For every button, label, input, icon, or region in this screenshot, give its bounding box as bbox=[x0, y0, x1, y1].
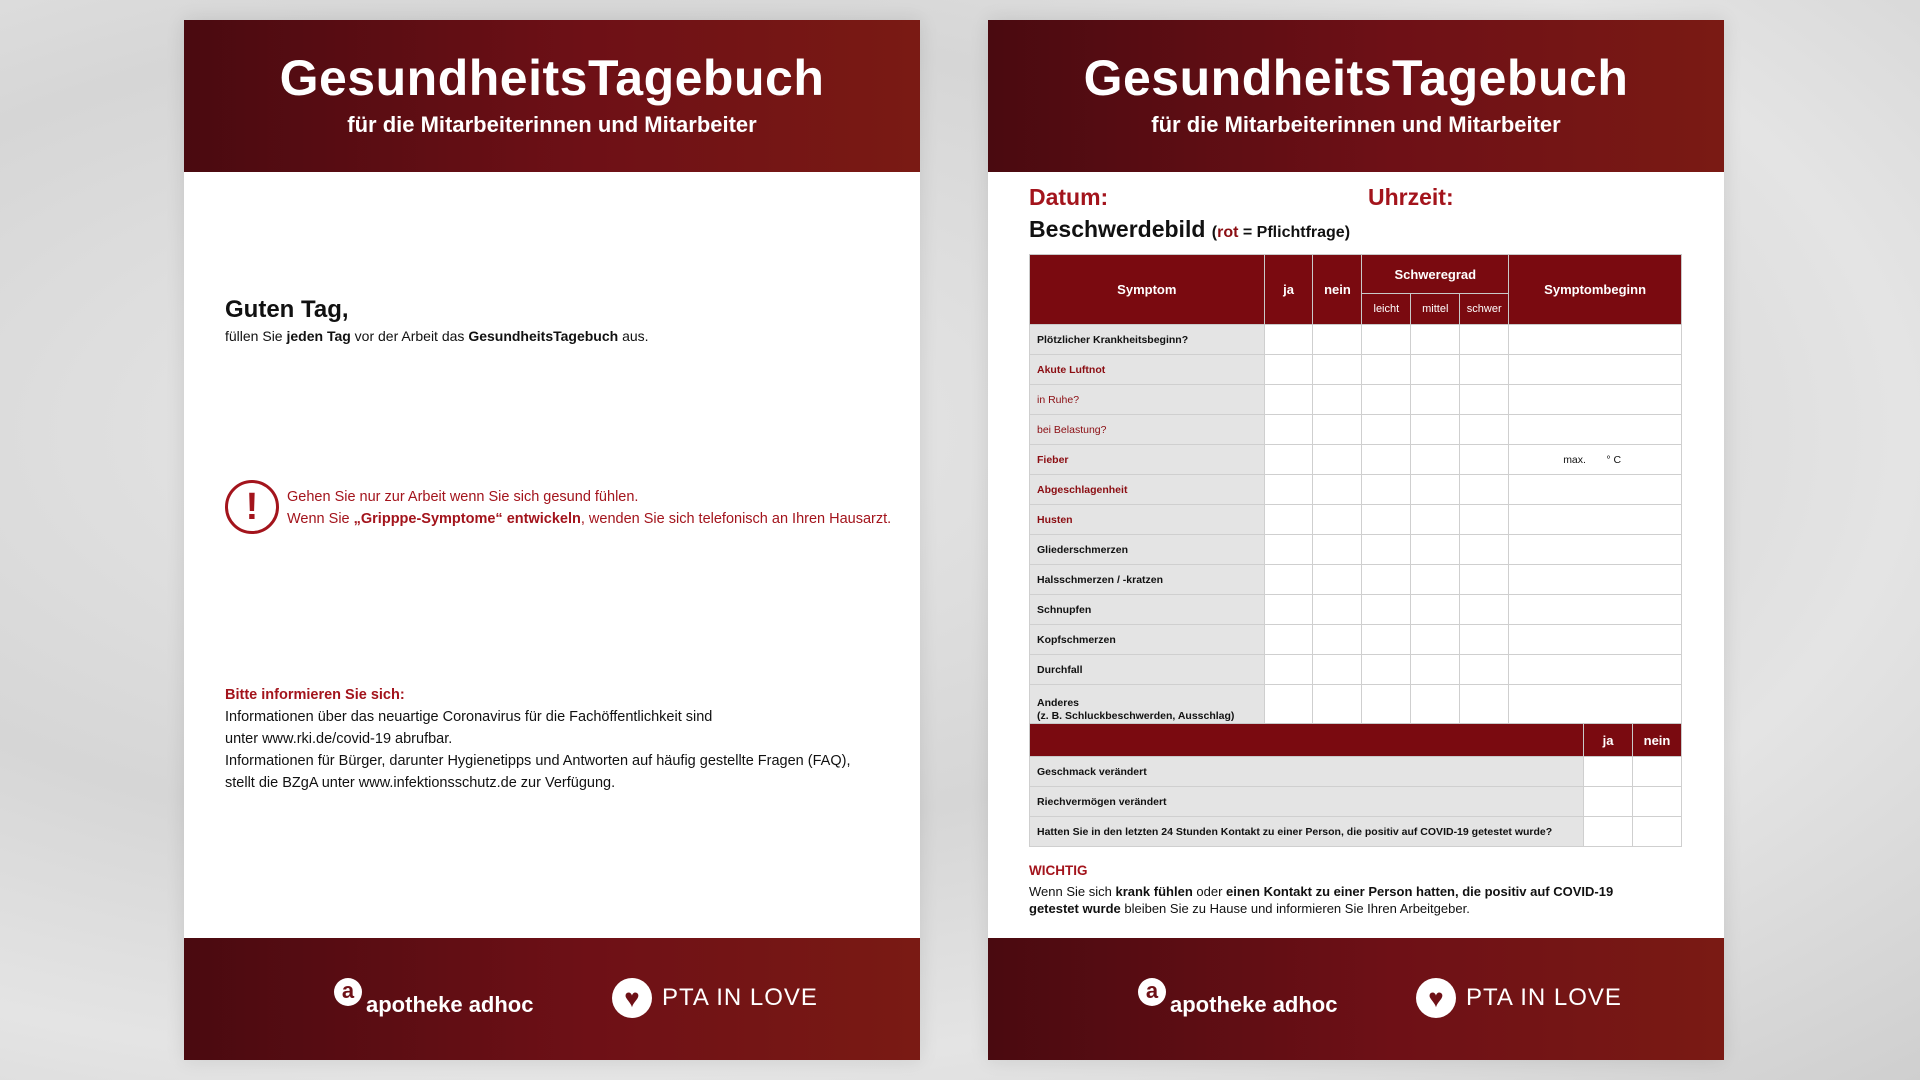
info-line: stellt die BZgA unter www.infektionsschutz.de zur Verfügung. bbox=[225, 775, 616, 791]
info-heading: Bitte informieren Sie sich: bbox=[225, 687, 405, 703]
greeting bbox=[225, 296, 649, 344]
cell-schwer[interactable] bbox=[1460, 505, 1509, 535]
cell-nein[interactable] bbox=[1313, 595, 1362, 625]
table-row bbox=[1030, 475, 1682, 505]
cell-nein[interactable] bbox=[1313, 325, 1362, 355]
cell-leicht[interactable] bbox=[1362, 445, 1411, 475]
cell-ja[interactable] bbox=[1264, 355, 1313, 385]
col-symptombeginn: Symptombeginn bbox=[1509, 255, 1682, 325]
symptom-table bbox=[1029, 254, 1682, 736]
cell-beginn[interactable] bbox=[1509, 475, 1682, 505]
pta-in-love-logo bbox=[1416, 978, 1622, 1018]
cell-schwer[interactable] bbox=[1460, 535, 1509, 565]
header-title: GesundheitsTagebuch bbox=[279, 50, 825, 106]
cell-schwer[interactable] bbox=[1460, 385, 1509, 415]
cell-ja[interactable] bbox=[1264, 385, 1313, 415]
wichtig-bold-1: krank fühlen bbox=[1115, 884, 1193, 899]
right-page bbox=[988, 20, 1724, 1060]
cell-nein[interactable] bbox=[1313, 625, 1362, 655]
cell-beginn[interactable] bbox=[1509, 595, 1682, 625]
cell-leicht[interactable] bbox=[1362, 535, 1411, 565]
cell-mittel[interactable] bbox=[1411, 565, 1460, 595]
cell-leicht[interactable] bbox=[1362, 355, 1411, 385]
extra-questions-table bbox=[1029, 723, 1682, 847]
wichtig-bold-2: einen Kontakt zu einer Person hatten, die positiv auf COVID-19 getestet wurde bbox=[1029, 884, 1614, 916]
symptom-label: Fieber bbox=[1030, 445, 1265, 475]
cell-ja[interactable] bbox=[1264, 625, 1313, 655]
symptom-label: bei Belastung? bbox=[1030, 415, 1265, 445]
right-header bbox=[988, 20, 1724, 172]
cell-ja[interactable] bbox=[1584, 757, 1633, 787]
cell-nein[interactable] bbox=[1633, 757, 1682, 787]
left-footer bbox=[184, 938, 920, 1060]
fever-max-label: max. bbox=[1563, 453, 1586, 466]
wichtig-block bbox=[1029, 862, 1629, 917]
right-footer bbox=[988, 938, 1724, 1060]
greeting-mid: vor der Arbeit das bbox=[350, 328, 469, 344]
pta-in-love-logo bbox=[612, 978, 818, 1018]
cell-leicht[interactable] bbox=[1362, 625, 1411, 655]
cell-beginn[interactable] bbox=[1509, 325, 1682, 355]
datum-label: Datum: bbox=[1029, 184, 1109, 210]
warning-block bbox=[225, 480, 891, 534]
apotheke-adhoc-text: apotheke adhoc bbox=[366, 992, 534, 1017]
heart-icon: ♥ bbox=[612, 978, 652, 1018]
header-title: GesundheitsTagebuch bbox=[1083, 50, 1629, 106]
cell-nein[interactable] bbox=[1313, 355, 1362, 385]
greeting-text bbox=[225, 328, 649, 344]
cell-mittel[interactable] bbox=[1411, 655, 1460, 685]
table-row bbox=[1030, 445, 1682, 475]
left-header bbox=[184, 20, 920, 172]
cell-mittel[interactable] bbox=[1411, 355, 1460, 385]
wichtig-text bbox=[1029, 883, 1629, 917]
cell-nein[interactable] bbox=[1313, 445, 1362, 475]
col-symptom: Symptom bbox=[1030, 255, 1265, 325]
table-row bbox=[1030, 415, 1682, 445]
cell-mittel[interactable] bbox=[1411, 475, 1460, 505]
question-label: Geschmack verändert bbox=[1030, 757, 1584, 787]
cell-nein[interactable] bbox=[1313, 385, 1362, 415]
symptom-label: Abgeschlagenheit bbox=[1030, 475, 1265, 505]
symptom-label: Schnupfen bbox=[1030, 595, 1265, 625]
greeting-bold-diary: GesundheitsTagebuch bbox=[468, 328, 619, 344]
cell-leicht[interactable] bbox=[1362, 415, 1411, 445]
other-examples: (z. B. Schluckbeschwerden, Ausschlag) bbox=[1037, 710, 1235, 722]
symptom-label: Kopfschmerzen bbox=[1030, 625, 1265, 655]
cell-ja[interactable] bbox=[1264, 655, 1313, 685]
fever-unit-label: ° C bbox=[1606, 453, 1622, 466]
cell-nein[interactable] bbox=[1313, 505, 1362, 535]
table-row bbox=[1030, 655, 1682, 685]
cell-schwer[interactable] bbox=[1460, 595, 1509, 625]
cell-beginn[interactable] bbox=[1509, 655, 1682, 685]
cell-mittel[interactable] bbox=[1411, 325, 1460, 355]
apotheke-adhoc-logo bbox=[334, 978, 533, 1018]
cell-schwer[interactable] bbox=[1460, 475, 1509, 505]
info-line: unter www.rki.de/covid-19 abrufbar. bbox=[225, 731, 453, 747]
col-schwer: schwer bbox=[1460, 294, 1509, 325]
wichtig-post: bleiben Sie zu Hause und informieren Sie Ihren Arbeitgeber. bbox=[1120, 901, 1470, 916]
table-row bbox=[1030, 385, 1682, 415]
cell-ja[interactable] bbox=[1264, 595, 1313, 625]
wichtig-heading: WICHTIG bbox=[1029, 863, 1088, 878]
cell-nein[interactable] bbox=[1633, 817, 1682, 847]
table-row bbox=[1030, 817, 1682, 847]
col-question bbox=[1030, 724, 1584, 757]
col-nein: nein bbox=[1633, 724, 1682, 757]
greeting-pre: füllen Sie bbox=[225, 328, 287, 344]
symptom-label: Durchfall bbox=[1030, 655, 1265, 685]
cell-mittel[interactable] bbox=[1411, 535, 1460, 565]
cell-nein[interactable] bbox=[1313, 535, 1362, 565]
note-rot: rot bbox=[1217, 224, 1239, 241]
symptom-label: Gliederschmerzen bbox=[1030, 535, 1265, 565]
table-row bbox=[1030, 565, 1682, 595]
table-row bbox=[1030, 535, 1682, 565]
cell-beginn[interactable] bbox=[1509, 355, 1682, 385]
table-row bbox=[1030, 757, 1682, 787]
pta-in-love-text: PTA IN LOVE bbox=[662, 984, 818, 1011]
pta-in-love-text: PTA IN LOVE bbox=[1466, 984, 1622, 1011]
exclamation-icon: ! bbox=[225, 480, 279, 534]
cell-ja[interactable] bbox=[1264, 565, 1313, 595]
wichtig-mid: oder bbox=[1192, 884, 1227, 899]
info-line: Informationen über das neuartige Coronavirus für die Fachöffentlichkeit sind bbox=[225, 709, 713, 725]
cell-leicht[interactable] bbox=[1362, 385, 1411, 415]
cell-ja[interactable] bbox=[1264, 535, 1313, 565]
cell-beginn[interactable] bbox=[1509, 625, 1682, 655]
cell-schwer[interactable] bbox=[1460, 415, 1509, 445]
cell-ja[interactable] bbox=[1264, 415, 1313, 445]
cell-leicht[interactable] bbox=[1362, 475, 1411, 505]
logo-a-icon: a bbox=[1138, 978, 1166, 1006]
cell-nein[interactable] bbox=[1633, 787, 1682, 817]
cell-schwer[interactable] bbox=[1460, 355, 1509, 385]
greeting-bold-daily: jeden Tag bbox=[286, 328, 351, 344]
cell-mittel[interactable] bbox=[1411, 415, 1460, 445]
cell-mittel[interactable] bbox=[1411, 445, 1460, 475]
greeting-title: Guten Tag, bbox=[225, 296, 349, 323]
symptom-label: Halsschmerzen / -kratzen bbox=[1030, 565, 1265, 595]
warning-line-2-pre: Wenn Sie bbox=[287, 511, 354, 527]
table-row bbox=[1030, 787, 1682, 817]
apotheke-adhoc-text: apotheke adhoc bbox=[1170, 992, 1338, 1017]
cell-mittel[interactable] bbox=[1411, 625, 1460, 655]
warning-line-2-post: , wenden Sie sich telefonisch an Ihren Hausarzt. bbox=[580, 511, 892, 527]
col-schweregrad: Schweregrad bbox=[1362, 255, 1509, 294]
info-line: Informationen für Bürger, darunter Hygienetipps und Antworten auf häufig gestellte Fragen (FAQ), bbox=[225, 753, 851, 769]
warning-line-2-bold: „Gripppe-Symptome“ entwickeln bbox=[353, 511, 581, 527]
cell-fever-max[interactable] bbox=[1509, 445, 1682, 475]
header-subtitle: für die Mitarbeiterinnen und Mitarbeiter bbox=[347, 112, 757, 137]
col-mittel: mittel bbox=[1411, 294, 1460, 325]
other-label: Anderes bbox=[1037, 697, 1080, 709]
logo-a-icon: a bbox=[334, 978, 362, 1006]
note-open: ( bbox=[1211, 224, 1218, 241]
col-nein: nein bbox=[1313, 255, 1362, 325]
cell-nein[interactable] bbox=[1313, 475, 1362, 505]
cell-ja[interactable] bbox=[1264, 475, 1313, 505]
cell-beginn[interactable] bbox=[1509, 505, 1682, 535]
symptom-label: Plötzlicher Krankheitsbeginn? bbox=[1030, 325, 1265, 355]
cell-schwer[interactable] bbox=[1460, 565, 1509, 595]
cell-schwer[interactable] bbox=[1460, 445, 1509, 475]
table-row bbox=[1030, 595, 1682, 625]
beschwerdebild-heading bbox=[1029, 216, 1350, 243]
warning-text bbox=[287, 480, 891, 534]
cell-ja[interactable] bbox=[1264, 505, 1313, 535]
cell-beginn[interactable] bbox=[1509, 385, 1682, 415]
warning-line-1: Gehen Sie nur zur Arbeit wenn Sie sich gesund fühlen. bbox=[287, 489, 639, 505]
cell-leicht[interactable] bbox=[1362, 325, 1411, 355]
cell-ja[interactable] bbox=[1584, 817, 1633, 847]
heart-icon: ♥ bbox=[1416, 978, 1456, 1018]
note-rest: = Pflichtfrage) bbox=[1238, 224, 1351, 241]
cell-ja[interactable] bbox=[1584, 787, 1633, 817]
question-label: Riechvermögen verändert bbox=[1030, 787, 1584, 817]
col-ja: ja bbox=[1584, 724, 1633, 757]
cell-nein[interactable] bbox=[1313, 655, 1362, 685]
info-block bbox=[225, 684, 885, 794]
cell-nein[interactable] bbox=[1313, 565, 1362, 595]
cell-schwer[interactable] bbox=[1460, 655, 1509, 685]
cell-schwer[interactable] bbox=[1460, 625, 1509, 655]
cell-beginn[interactable] bbox=[1509, 415, 1682, 445]
col-leicht: leicht bbox=[1362, 294, 1411, 325]
cell-leicht[interactable] bbox=[1362, 505, 1411, 535]
warning-line-2 bbox=[287, 508, 891, 530]
table-row bbox=[1030, 505, 1682, 535]
header-subtitle: für die Mitarbeiterinnen und Mitarbeiter bbox=[1151, 112, 1561, 137]
symptom-label: Husten bbox=[1030, 505, 1265, 535]
col-ja: ja bbox=[1264, 255, 1313, 325]
cell-ja[interactable] bbox=[1264, 325, 1313, 355]
table-row bbox=[1030, 355, 1682, 385]
beschwerdebild-title: Beschwerdebild bbox=[1029, 216, 1206, 242]
cell-mittel[interactable] bbox=[1411, 385, 1460, 415]
greeting-post: aus. bbox=[618, 328, 649, 344]
cell-beginn[interactable] bbox=[1509, 535, 1682, 565]
cell-leicht[interactable] bbox=[1362, 595, 1411, 625]
cell-leicht[interactable] bbox=[1362, 655, 1411, 685]
cell-ja[interactable] bbox=[1264, 445, 1313, 475]
symptom-label: Akute Luftnot bbox=[1030, 355, 1265, 385]
symptom-label: in Ruhe? bbox=[1030, 385, 1265, 415]
cell-beginn[interactable] bbox=[1509, 565, 1682, 595]
left-page bbox=[184, 20, 920, 1060]
cell-mittel[interactable] bbox=[1411, 505, 1460, 535]
cell-schwer[interactable] bbox=[1460, 325, 1509, 355]
table-row bbox=[1030, 325, 1682, 355]
cell-leicht[interactable] bbox=[1362, 565, 1411, 595]
uhrzeit-label: Uhrzeit: bbox=[1368, 184, 1454, 210]
table-row bbox=[1030, 625, 1682, 655]
cell-nein[interactable] bbox=[1313, 415, 1362, 445]
apotheke-adhoc-logo bbox=[1138, 978, 1337, 1018]
cell-mittel[interactable] bbox=[1411, 595, 1460, 625]
wichtig-pre: Wenn Sie sich bbox=[1029, 884, 1116, 899]
question-label: Hatten Sie in den letzten 24 Stunden Kontakt zu einer Person, die positiv auf COVID-19 getestet wurde? bbox=[1030, 817, 1584, 847]
